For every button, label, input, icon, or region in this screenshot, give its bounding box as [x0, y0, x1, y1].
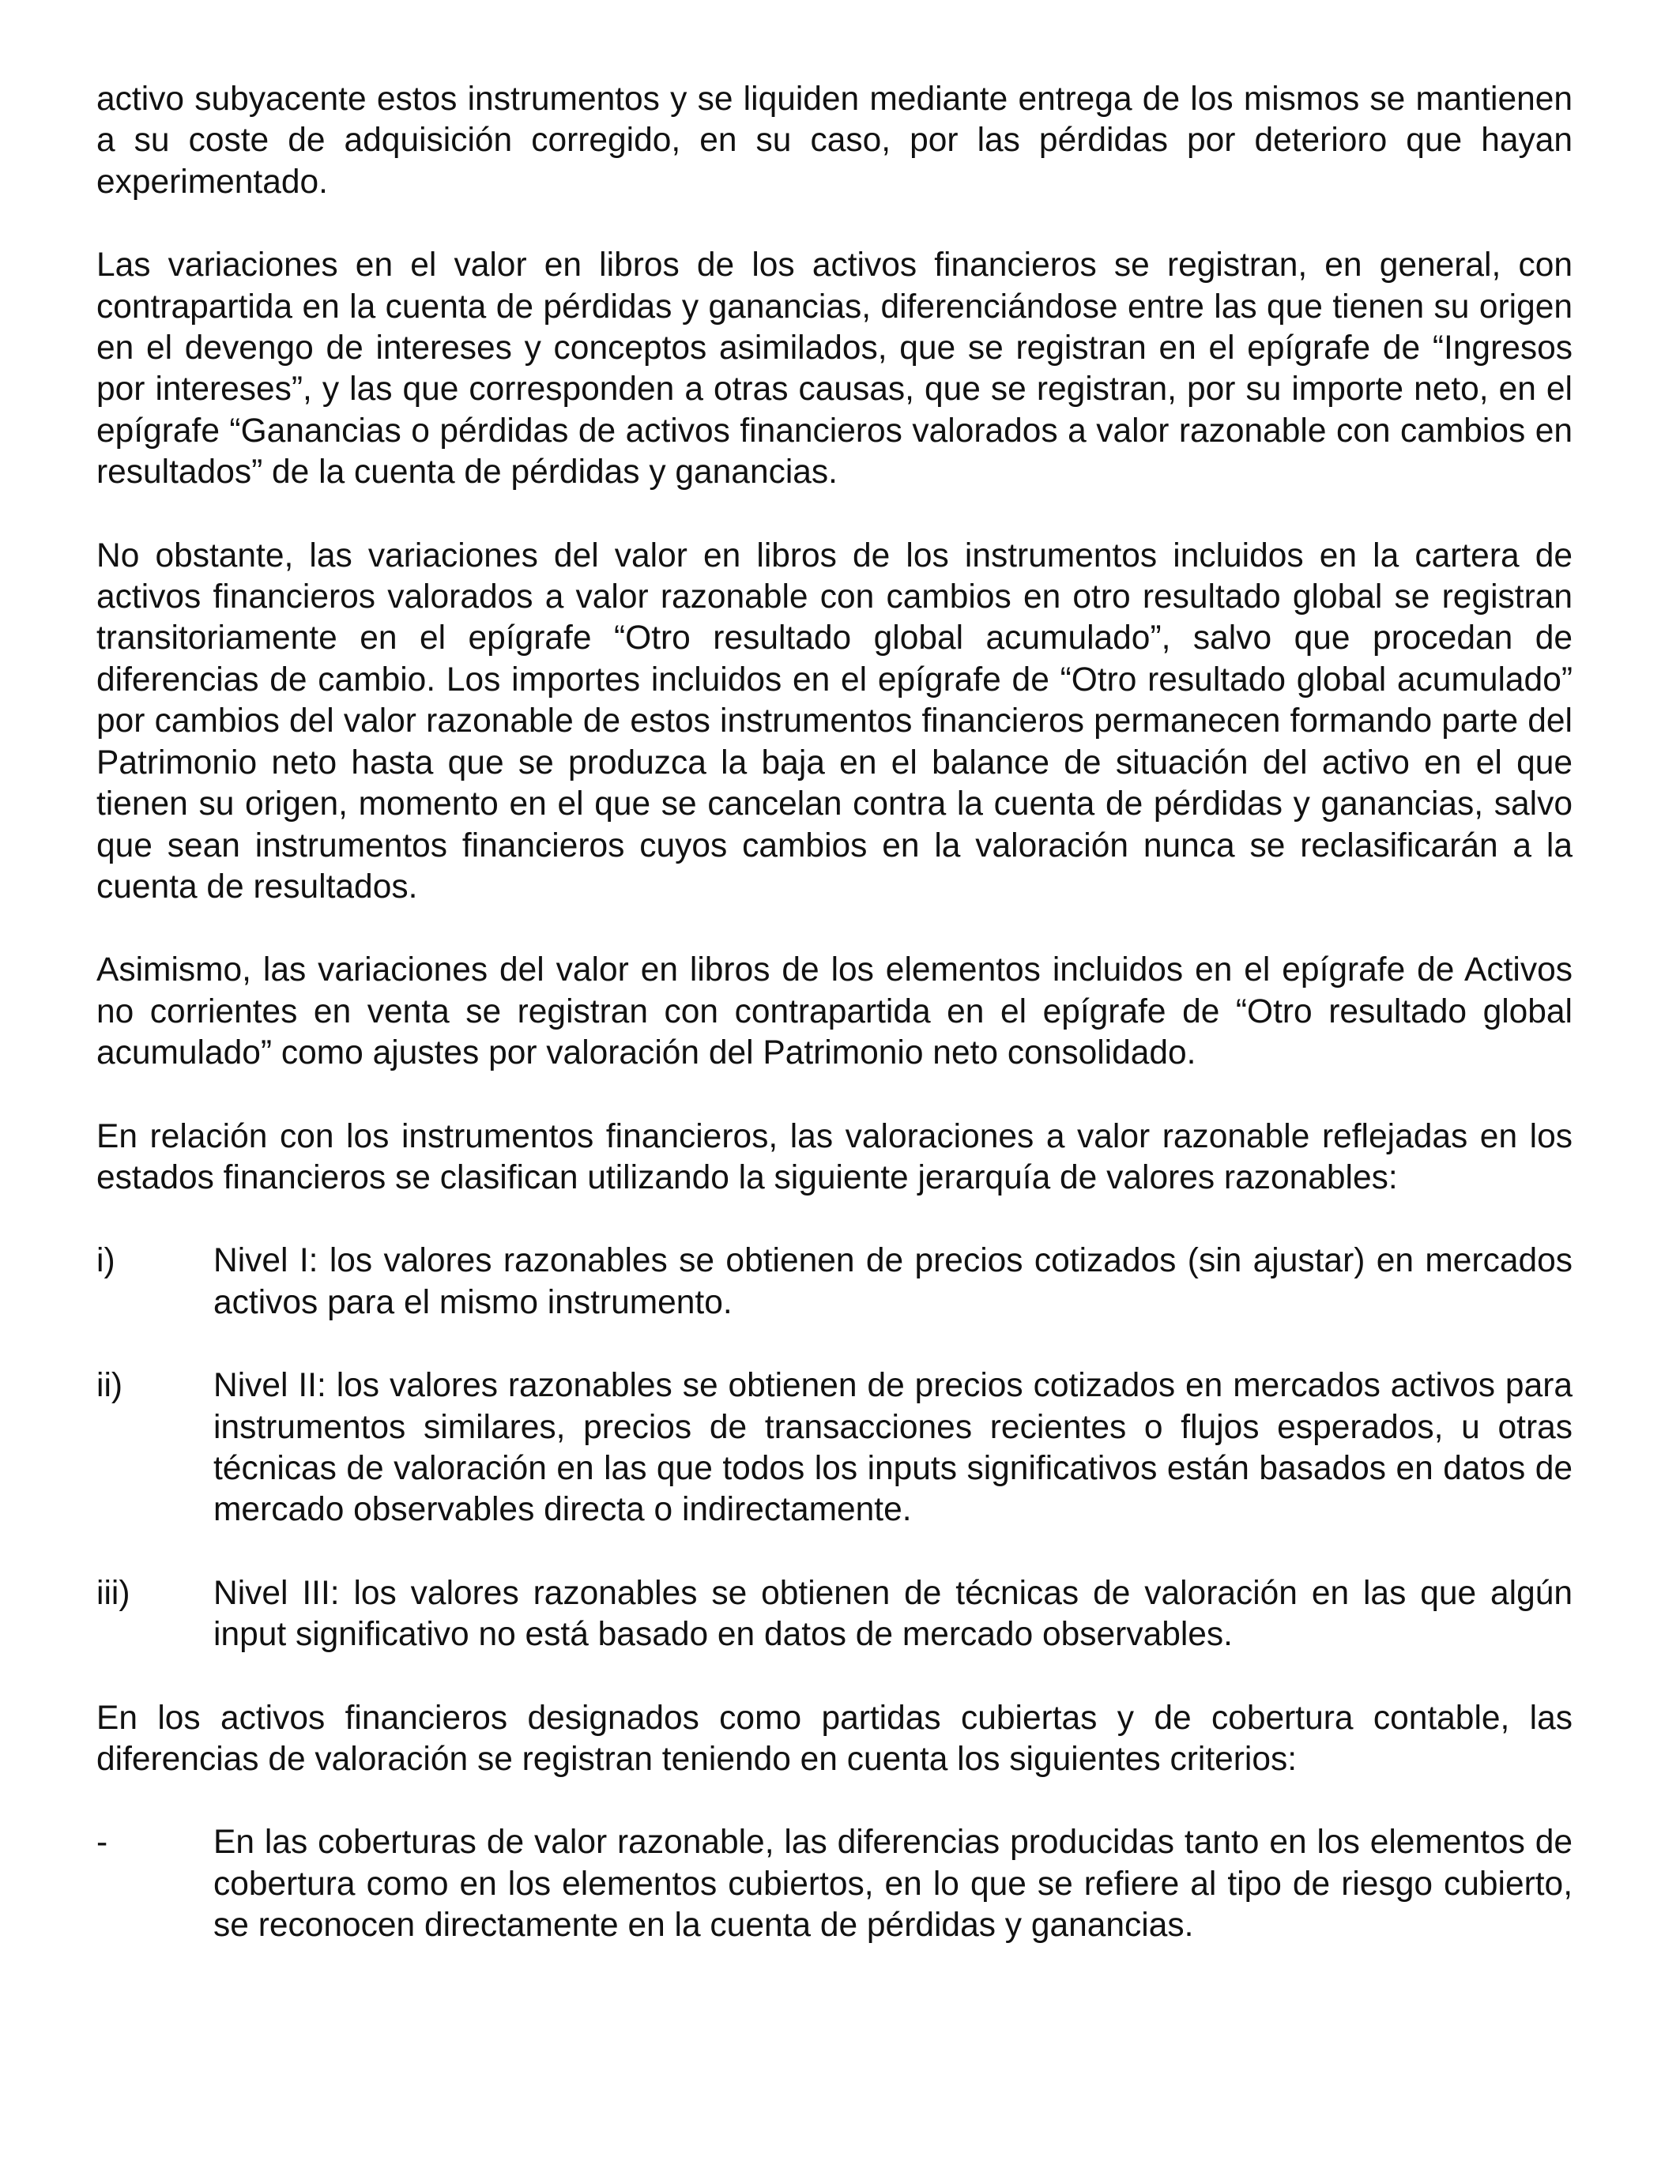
list-item-text: Nivel II: los valores razonables se obtienen de precios cotizados en mercados activos para instrumentos similares, precios de transacciones recientes o flujos esperados, u otras técnicas de valoración en las que todos los inputs significativos están basados en datos de mercado observables directa o indirectamente. [213, 1367, 1573, 1529]
paragraph-other-comprehensive-income: No obstante, las variaciones del valor en libros de los instrumentos incluidos en la cartera de activos financieros valorados a valor razonable con cambios en otro resultado global se registran transitoriamente en el epígrafe “Otro resultado global acumulado”, salvo que procedan de diferencias de cambio. Los importes incluidos en el epígrafe de “Otro resultado global acumulado” por cambios del valor razonable de estos instrumentos financieros permanecen formando parte del Patrimonio neto hasta que se produzca la baja en el balance de situación del activo en el que tienen su origen, momento en el que se cancelan contra la cuenta de pérdidas y ganancias, salvo que sean instrumentos financieros cuyos cambios en la valoración nunca se reclasificarán a la cuenta de resultados. [96, 537, 1573, 906]
list-marker: - [96, 1824, 108, 1862]
document-page [96, 79, 1573, 1989]
paragraph-non-current-assets: Asimismo, las variaciones del valor en libros de los elementos incluidos en el epígrafe de Activos no corrientes en venta se registran con contrapartida en el epígrafe de “Otro resultado global acumulado” como ajustes por valoración del Patrimonio neto consolidado. [96, 951, 1573, 1072]
paragraph-hedging-criteria: En los activos financieros designados como partidas cubiertas y de cobertura contable, las diferencias de valoración se registran teniendo en cuenta los siguientes criterios: [96, 1699, 1573, 1778]
list-item-text: En las coberturas de valor razonable, las diferencias producidas tanto en los elementos de cobertura como en los elementos cubiertos, en lo que se refiere al tipo de riesgo cubierto, se reconocen directamente en la cuenta de pérdidas y ganancias. [213, 1824, 1573, 1945]
list-item-text: Nivel III: los valores razonables se obtienen de técnicas de valoración en las que algún input significativo no está basado en datos de mercado observables. [213, 1574, 1573, 1654]
paragraph-fair-value-hierarchy: En relación con los instrumentos financieros, las valoraciones a valor razonable reflejadas en los estados financieros se clasifican utilizando la siguiente jerarquía de valores razonables: [96, 1117, 1573, 1196]
list-item-text: Nivel I: los valores razonables se obtienen de precios cotizados (sin ajustar) en mercados activos para el mismo instrumento. [213, 1242, 1573, 1321]
list-item-level-3 [96, 1573, 1573, 1656]
list-marker: i) [96, 1242, 115, 1280]
list-item-fair-value-hedge [96, 1822, 1573, 1946]
list-marker: iii) [96, 1574, 130, 1612]
list-marker: ii) [96, 1367, 123, 1405]
paragraph-acquisition-cost: activo subyacente estos instrumentos y se liquiden mediante entrega de los mismos se mantienen a su coste de adquisición corregido, en su caso, por las pérdidas por deterioro que hayan experimentado. [96, 81, 1573, 201]
list-item-level-1 [96, 1241, 1573, 1324]
list-item-level-2 [96, 1365, 1573, 1531]
paragraph-book-value-changes: Las variaciones en el valor en libros de los activos financieros se registran, en general, con contrapartida en la cuenta de pérdidas y ganancias, diferenciándose entre las que tienen su origen en el devengo de intereses y conceptos asimilados, que se registran en el epígrafe de “Ingresos por intereses”, y las que corresponden a otras causas, que se registran, por su importe neto, en el epígrafe “Ganancias o pérdidas de activos financieros valorados a valor razonable con cambios en resultados” de la cuenta de pérdidas y ganancias. [96, 247, 1573, 491]
